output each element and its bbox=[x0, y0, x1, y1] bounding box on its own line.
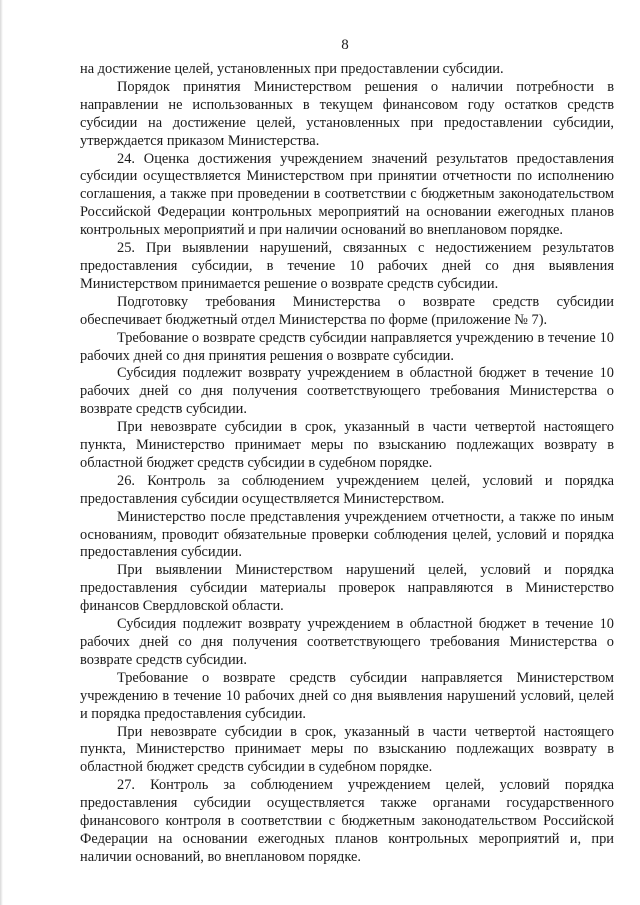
paragraph-subsidy-return: Субсидия подлежит возврату учреждением в областной бюджет в течение 10 рабочих дней со дня получения соответствующего требования Министерства о возврате средств субсидии. bbox=[80, 365, 614, 418]
page-edge-shadow bbox=[0, 0, 3, 905]
paragraph-item-24: 24. Оценка достижения учреждением значений результатов предоставления субсидии осуществляется Министерством при принятии отчетности по исполнению соглашения, а также при проведении в соответствии с бюджетным законодательством Российской Федерации контрольных мероприятий на основании ежегодных планов контрольных мероприятий и при наличии оснований во внеплановом порядке. bbox=[80, 150, 614, 239]
paragraph-requirement-sending: Требование о возврате средств субсидии направляется учреждению в течение 10 рабочих дней со дня принятия решения о возврате субсидии. bbox=[80, 329, 614, 364]
paragraph-violations-detected: При выявлении Министерством нарушений целей, условий и порядка предоставления субсидии материалы проверок направляются в Министерство финансов Свердловской области. bbox=[80, 562, 614, 615]
paragraph-non-return: При невозврате субсидии в срок, указанный в части четвертой настоящего пункта, Министерство принимает меры по взысканию подлежащих возврату в областной бюджет средств субсидии в судебном порядке. bbox=[80, 419, 614, 471]
paragraph-non-return-2: При невозврате субсидии в срок, указанный в части четвертой настоящего пункта, Министерство принимает меры по взысканию подлежащих возврату в областной бюджет средств субсидии в судебном порядке. bbox=[80, 723, 614, 776]
paragraph-requirement-preparation: Подготовку требования Министерства о возврате средств субсидии обеспечивает бюджетный отдел Министерства по форме (приложение № 7). bbox=[80, 293, 614, 328]
paragraph-item-27: 27. Контроль за соблюдением учреждением целей, условий порядка предоставления субсидии осуществляется также органами государственного финансового контроля в соответствии с бюджетным законодательством Российской Федерации на основании ежегодных планов контрольных мероприятий и, при наличии оснований, во внеплановом порядке. bbox=[80, 777, 614, 865]
paragraph-unused-balances: Порядок принятия Министерством решения о наличии потребности в направлении не использованных в текущем финансовом году остатков средств субсидии на достижение целей, установленных при предоставлении субсидии, утверждается приказом Министерства. bbox=[80, 78, 614, 149]
paragraph-mandatory-checks: Министерство после представления учреждением отчетности, а также по иным основаниям, проводит обязательные проверки соблюдения целей, условий и порядка предоставления субсидии. bbox=[80, 508, 614, 561]
page-number: 8 bbox=[341, 37, 349, 53]
document-body bbox=[80, 61, 614, 867]
paragraph-item-25: 25. При выявлении нарушений, связанных с недостижением результатов предоставления субсидии, в течение 10 рабочих дней со дня выявления Министерством принимается решение о возврате средств субсидии. bbox=[80, 240, 614, 292]
paragraph-subsidy-return-2: Субсидия подлежит возврату учреждением в областной бюджет в течение 10 рабочих дней со дня получения соответствующего требования Министерства о возврате средств субсидии. bbox=[80, 616, 614, 668]
paragraph-requirement-sending-2: Требование о возврате средств субсидии направляется Министерством учреждению в течение 10 рабочих дней со дня выявления нарушений условий, целей и порядка предоставления субсидии. bbox=[80, 669, 614, 722]
paragraph-item-26: 26. Контроль за соблюдением учреждением целей, условий и порядка предоставления субсидии осуществляется Министерством. bbox=[80, 472, 614, 507]
paragraph-continuation: на достижение целей, установленных при предоставлении субсидии. bbox=[80, 61, 504, 77]
